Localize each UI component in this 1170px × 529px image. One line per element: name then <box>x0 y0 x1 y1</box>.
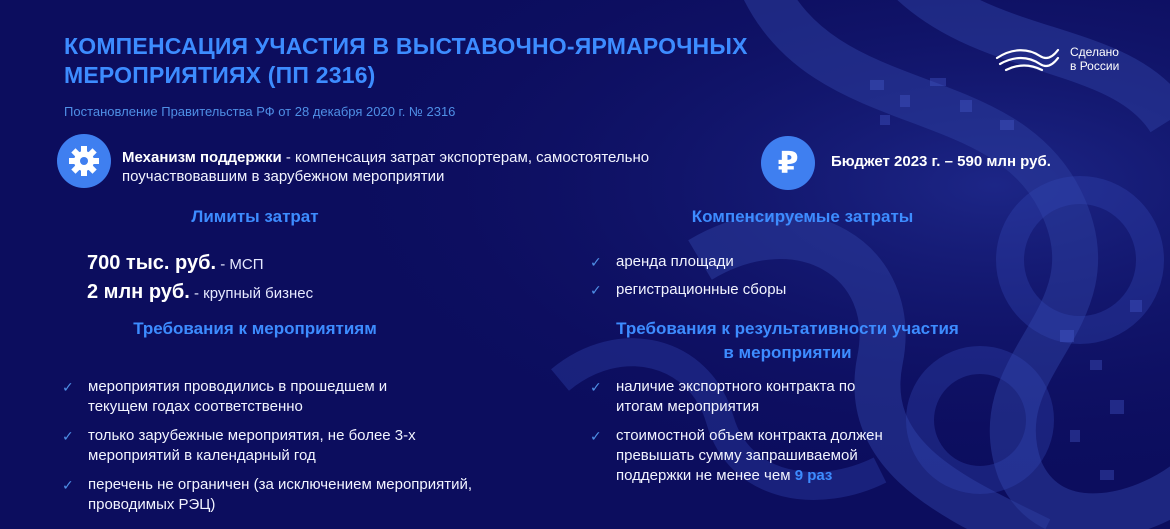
list-item: ✓ только зарубежные мероприятия, не более 3-х мероприятий в календарный год <box>62 427 416 464</box>
results-heading <box>585 317 990 365</box>
check-icon: ✓ <box>62 477 74 493</box>
check-icon: ✓ <box>590 428 602 444</box>
results-list <box>590 377 970 495</box>
logo-line-2: в России <box>1070 59 1120 73</box>
limits-heading: Лимиты затрат <box>191 207 319 226</box>
mechanism-description <box>122 148 742 186</box>
limit-amount: 700 тыс. руб. <box>87 252 217 274</box>
highlight-times: 9 раз <box>794 467 833 484</box>
list-item: ✓ регистрационные сборы <box>590 281 787 298</box>
limit-desc: - крупный бизнес <box>189 285 314 302</box>
list-item: ✓ мероприятия проводились в прошедшем и текущем годах соответственно <box>62 378 388 415</box>
bird-logo-icon <box>994 42 1062 76</box>
list-item: ✓ перечень не ограничен (за исключением мероприятий, проводимых РЭЦ) <box>62 476 473 513</box>
requirements-heading: Требования к мероприятиям <box>133 319 377 338</box>
mechanism-label: Механизм поддержки <box>122 149 282 166</box>
made-in-russia-logo <box>994 42 1119 76</box>
compensated-list <box>590 252 786 308</box>
limit-desc: - МСП <box>216 256 264 273</box>
list-item: ✓ наличие экспортного контракта по итогам мероприятия <box>590 378 856 415</box>
logo-line-1: Сделано <box>1070 45 1119 59</box>
requirements-list <box>62 377 562 524</box>
ruble-icon <box>761 136 815 190</box>
check-icon: ✓ <box>590 282 602 298</box>
check-icon: ✓ <box>62 379 74 395</box>
list-item: ✓ аренда площади <box>590 253 734 270</box>
check-icon: ✓ <box>590 379 602 395</box>
limit-sme <box>87 252 263 275</box>
ruble-symbol: ₽ <box>777 146 799 180</box>
results-heading-line-2: в мероприятии <box>723 343 852 362</box>
results-heading-line-1: Требования к результативности участия <box>616 319 959 338</box>
mechanism-icon-circle <box>57 134 111 188</box>
list-item: ✓ стоимостной объем контракта должен превышать сумму запрашиваемой поддержки не менее чем 9 раз <box>590 427 883 484</box>
page-title: КОМПЕНСАЦИЯ УЧАСТИЯ В ВЫСТАВОЧНО-ЯРМАРОЧНЫХ МЕРОПРИЯТИЯХ (ПП 2316) <box>64 33 748 88</box>
limit-large-business <box>87 281 313 304</box>
mechanism-text: - компенсация затрат экспортерам, самостоятельно поучаствовавшим в зарубежном мероприятии <box>122 149 650 185</box>
gear-icon <box>57 134 111 188</box>
limit-amount: 2 млн руб. <box>87 281 190 303</box>
check-icon: ✓ <box>62 428 74 444</box>
page-subtitle: Постановление Правительства РФ от 28 декабря 2020 г. № 2316 <box>64 104 456 119</box>
check-icon: ✓ <box>590 254 602 270</box>
budget-text: Бюджет 2023 г. – 590 млн руб. <box>831 153 1051 170</box>
compensated-heading: Компенсируемые затраты <box>691 207 914 226</box>
